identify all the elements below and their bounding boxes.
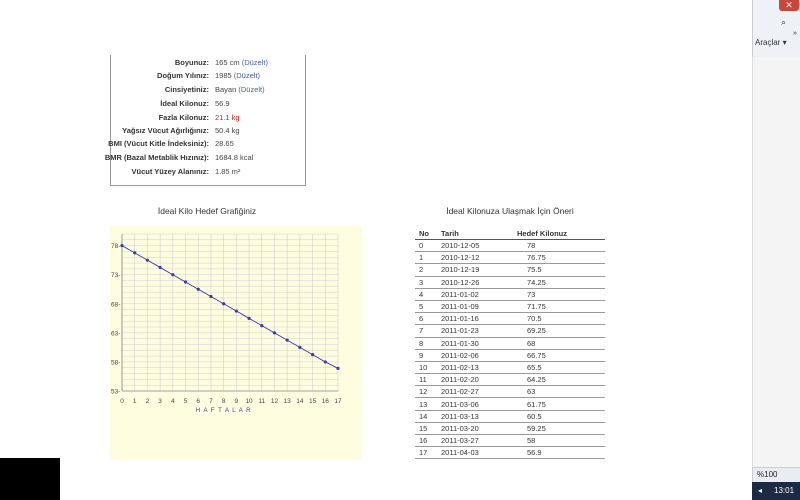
profile-value: Bayan (Düzelt) bbox=[215, 85, 265, 94]
profile-value: 1684.8 kcal bbox=[215, 153, 254, 162]
profile-value: 165 cm (Düzelt) bbox=[215, 58, 268, 67]
x-tick-label: 9 bbox=[234, 398, 239, 405]
table-cell: 2011-03-27 bbox=[437, 435, 513, 447]
y-tick-label: 63- bbox=[111, 330, 121, 338]
profile-label: Fazla Kilonuz: bbox=[158, 113, 209, 122]
edit-link[interactable]: (Düzelt) bbox=[231, 71, 261, 80]
x-tick-label: 1 bbox=[132, 398, 137, 405]
table-cell: 2011-01-16 bbox=[437, 313, 513, 325]
table-row bbox=[415, 410, 605, 422]
data-point bbox=[273, 331, 276, 334]
table-cell: 73 bbox=[513, 288, 605, 300]
y-tick-label: 53- bbox=[111, 388, 121, 396]
edit-link[interactable]: (Düzelt) bbox=[236, 85, 265, 94]
table-row bbox=[415, 422, 605, 434]
profile-row bbox=[111, 165, 305, 178]
table-row bbox=[415, 361, 605, 373]
profile-row bbox=[111, 83, 305, 96]
table-cell: 75.5 bbox=[513, 264, 605, 276]
x-tick-label: 13 bbox=[283, 398, 291, 405]
table-header-cell: Hedef Kilonuz bbox=[513, 228, 605, 240]
profile-label: BMR (Bazal Metablik Hızınız): bbox=[104, 153, 209, 162]
table-row bbox=[415, 240, 605, 252]
profile-label: Boyunuz: bbox=[174, 58, 209, 67]
table-row bbox=[415, 252, 605, 264]
table-cell: 78 bbox=[513, 240, 605, 252]
table-cell: 2011-02-06 bbox=[437, 349, 513, 361]
y-tick-label: 78- bbox=[111, 243, 121, 251]
table-cell: 12 bbox=[415, 386, 437, 398]
x-tick-label: 16 bbox=[321, 398, 329, 405]
x-tick-label: 6 bbox=[196, 398, 201, 405]
search-icon[interactable]: ⌕ bbox=[781, 17, 787, 27]
data-point bbox=[184, 280, 187, 283]
table-row bbox=[415, 447, 605, 459]
profile-label: İdeal Kilonuz: bbox=[160, 99, 209, 108]
profile-value: 21.1 kg bbox=[215, 113, 240, 122]
weight-plan-table bbox=[415, 228, 605, 459]
profile-label: Yağsız Vücut Ağırlığınız: bbox=[122, 126, 209, 135]
table-row bbox=[415, 264, 605, 276]
table-row bbox=[415, 288, 605, 300]
profile-row bbox=[108, 137, 305, 150]
x-tick-label: 10 bbox=[245, 398, 253, 405]
profile-row bbox=[104, 151, 305, 164]
table-cell: 9 bbox=[415, 349, 437, 361]
profile-value: 28.65 bbox=[215, 139, 234, 148]
table-cell: 2011-01-30 bbox=[437, 337, 513, 349]
table-cell: 2011-03-13 bbox=[437, 410, 513, 422]
table-cell: 14 bbox=[415, 410, 437, 422]
table-cell: 2010-12-19 bbox=[437, 264, 513, 276]
table-cell: 15 bbox=[415, 422, 437, 434]
x-tick-label: 8 bbox=[221, 398, 226, 405]
x-tick-label: 15 bbox=[308, 398, 317, 405]
profile-label: BMI (Vücut Kitle İndeksiniz): bbox=[108, 139, 209, 148]
table-cell: 74.25 bbox=[513, 276, 605, 288]
table-cell: 2011-04-03 bbox=[437, 447, 513, 459]
x-tick-label: 4 bbox=[171, 398, 175, 405]
table-cell: 6 bbox=[415, 313, 437, 325]
data-point bbox=[159, 266, 162, 269]
side-panel bbox=[752, 57, 800, 467]
series-line bbox=[122, 246, 338, 369]
table-row bbox=[415, 276, 605, 288]
table-cell: 2011-01-09 bbox=[437, 300, 513, 312]
table-cell: 56.9 bbox=[513, 447, 605, 459]
data-point bbox=[197, 288, 200, 291]
clock: 13:01 bbox=[774, 486, 795, 495]
table-cell: 2011-02-20 bbox=[437, 374, 513, 386]
browser-toolbar bbox=[752, 0, 800, 58]
close-window-button[interactable]: ✕ bbox=[779, 0, 799, 11]
data-point bbox=[260, 324, 263, 327]
profile-value: 1985 (Düzelt) bbox=[215, 71, 261, 80]
data-point bbox=[171, 273, 174, 276]
table-row bbox=[415, 386, 605, 398]
x-tick-label: 12 bbox=[270, 398, 279, 405]
data-point bbox=[146, 259, 149, 262]
x-axis-label: H A F T A L A R bbox=[195, 408, 252, 414]
table-row bbox=[415, 337, 605, 349]
table-row bbox=[415, 300, 605, 312]
table-cell: 1 bbox=[415, 252, 437, 264]
profile-label: Vücut Yüzey Alanınız: bbox=[131, 167, 209, 176]
table-row bbox=[415, 325, 605, 337]
table-cell: 13 bbox=[415, 398, 437, 410]
tools-menu[interactable]: Araçlar ▾ bbox=[755, 38, 787, 47]
table-cell: 2011-02-13 bbox=[437, 361, 513, 373]
table-cell: 70.5 bbox=[513, 313, 605, 325]
table-cell: 2011-03-06 bbox=[437, 398, 513, 410]
taskbar bbox=[752, 482, 800, 500]
x-tick-label: 17 bbox=[334, 398, 342, 405]
table-cell: 11 bbox=[415, 374, 437, 386]
profile-value: 50.4 kg bbox=[215, 126, 240, 135]
table-cell: 17 bbox=[415, 447, 437, 459]
profile-row bbox=[111, 111, 305, 124]
table-cell: 71.75 bbox=[513, 300, 605, 312]
table-cell: 65.5 bbox=[513, 361, 605, 373]
data-point bbox=[133, 251, 136, 254]
table-cell: 3 bbox=[415, 276, 437, 288]
x-tick-label: 0 bbox=[120, 398, 124, 405]
table-cell: 2011-01-02 bbox=[437, 288, 513, 300]
profile-value: 1.85 m² bbox=[215, 167, 241, 176]
profile-row bbox=[111, 69, 305, 82]
table-cell: 10 bbox=[415, 361, 437, 373]
profile-info-panel bbox=[104, 55, 306, 186]
table-cell: 2010-12-26 bbox=[437, 276, 513, 288]
table-cell: 69.25 bbox=[513, 325, 605, 337]
table-cell: 5 bbox=[415, 300, 437, 312]
x-tick-label: 7 bbox=[209, 398, 213, 405]
data-point bbox=[120, 244, 123, 247]
x-tick-label: 14 bbox=[296, 398, 304, 405]
table-cell: 2 bbox=[415, 264, 437, 276]
y-tick-label: 68- bbox=[111, 301, 121, 309]
table-header-row bbox=[415, 228, 605, 240]
table-header-cell: Tarih bbox=[437, 228, 513, 240]
table-cell: 66.75 bbox=[513, 349, 605, 361]
table-cell: 2011-03-20 bbox=[437, 422, 513, 434]
y-tick-label: 58- bbox=[111, 359, 121, 367]
data-point bbox=[222, 302, 225, 305]
profile-label: Cinsiyetiniz: bbox=[164, 85, 209, 94]
data-point bbox=[324, 360, 327, 363]
edit-link[interactable]: (Düzelt) bbox=[239, 58, 268, 67]
table-cell: 8 bbox=[415, 337, 437, 349]
table-cell: 63 bbox=[513, 386, 605, 398]
data-point bbox=[298, 346, 301, 349]
table-cell: 76.75 bbox=[513, 252, 605, 264]
table-cell: 16 bbox=[415, 435, 437, 447]
table-row bbox=[415, 435, 605, 447]
table-title: İdeal Kilonuza Ulaşmak İçin Öneri bbox=[446, 206, 574, 216]
zoom-level[interactable]: %100 bbox=[757, 470, 778, 479]
data-point bbox=[336, 367, 339, 370]
status-bar bbox=[752, 467, 800, 483]
speaker-icon[interactable]: ◂ bbox=[758, 486, 763, 495]
table-header-cell: No bbox=[415, 228, 437, 240]
table-cell: 2010-12-12 bbox=[437, 252, 513, 264]
profile-row bbox=[111, 56, 305, 69]
x-tick-label: 2 bbox=[145, 398, 150, 405]
profile-label: Doğum Yılınız: bbox=[157, 71, 209, 80]
x-tick-label: 3 bbox=[158, 398, 162, 405]
data-point bbox=[209, 295, 212, 298]
table-cell: 7 bbox=[415, 325, 437, 337]
table-row bbox=[415, 313, 605, 325]
profile-row bbox=[111, 97, 305, 110]
profile-value: 56.9 bbox=[215, 99, 230, 108]
x-tick-label: 11 bbox=[258, 398, 266, 405]
table-cell: 2011-02-27 bbox=[437, 386, 513, 398]
table-cell: 61.75 bbox=[513, 398, 605, 410]
table-cell: 4 bbox=[415, 288, 437, 300]
table-cell: 60.5 bbox=[513, 410, 605, 422]
data-point bbox=[247, 317, 250, 320]
table-cell: 58 bbox=[513, 435, 605, 447]
data-point bbox=[286, 339, 289, 342]
table-cell: 64.25 bbox=[513, 374, 605, 386]
table-row bbox=[415, 398, 605, 410]
table-cell: 68 bbox=[513, 337, 605, 349]
data-point bbox=[311, 353, 314, 356]
profile-row bbox=[111, 124, 305, 137]
table-cell: 59.25 bbox=[513, 422, 605, 434]
table-row bbox=[415, 349, 605, 361]
data-point bbox=[235, 309, 238, 312]
weight-goal-chart bbox=[110, 226, 362, 460]
desktop-edge bbox=[0, 458, 60, 500]
table-row bbox=[415, 374, 605, 386]
table-cell: 2010-12-05 bbox=[437, 240, 513, 252]
chevron-right-icon[interactable]: » bbox=[793, 30, 797, 37]
table-cell: 2011-01-23 bbox=[437, 325, 513, 337]
x-tick-label: 5 bbox=[183, 398, 188, 405]
y-tick-label: 73- bbox=[111, 272, 121, 280]
table-cell: 0 bbox=[415, 240, 437, 252]
chart-title: İdeal Kilo Hedef Grafiğiniz bbox=[157, 206, 257, 216]
